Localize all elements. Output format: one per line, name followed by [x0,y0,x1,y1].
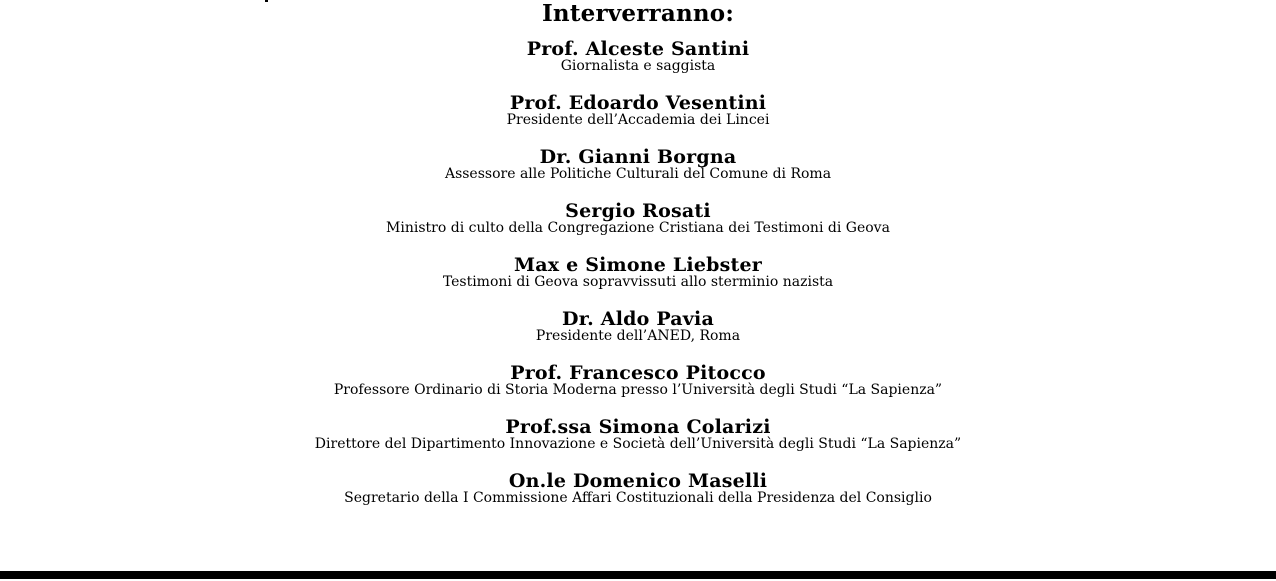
speaker-name: On.le Domenico Maselli [508,470,768,492]
speaker-name: Max e Simone Liebster [514,254,762,276]
speaker-role: Assessore alle Politiche Culturali del Comune di Roma [444,166,832,182]
speaker-role: Presidente dell’Accademia dei Lincei [506,112,770,128]
speaker-entry [0,307,1276,361]
speaker-name: Prof. Francesco Pitocco [510,362,766,384]
speaker-name: Dr. Gianni Borgna [539,146,737,168]
speaker-name: Dr. Aldo Pavia [562,308,714,330]
bottom-divider [0,571,1276,579]
speaker-name: Sergio Rosati [565,200,711,222]
speaker-name: Prof.ssa Simona Colarizi [505,416,771,438]
speaker-name: Prof. Edoardo Vesentini [509,92,767,114]
speaker-entry [0,253,1276,307]
speaker-entry [0,91,1276,145]
speaker-entry [0,37,1276,91]
speaker-role: Giornalista e saggista [560,58,716,74]
speaker-entry [0,415,1276,469]
speaker-role: Segretario della I Commissione Affari Costituzionali della Presidenza del Consiglio [344,490,932,506]
speaker-role: Ministro di culto della Congregazione Cristiana dei Testimoni di Geova [386,220,890,236]
speaker-role: Presidente dell’ANED, Roma [535,328,741,344]
speaker-entry [0,361,1276,415]
speakers-list [0,37,1276,523]
speaker-role: Professore Ordinario di Storia Moderna presso l’Università degli Studi “La Sapienza” [333,382,943,398]
speaker-entry [0,199,1276,253]
speaker-name: Prof. Alceste Santini [526,38,750,60]
speaker-role: Testimoni di Geova sopravvissuti allo sterminio nazista [442,274,834,290]
speaker-entry [0,145,1276,199]
speaker-role: Direttore del Dipartimento Innovazione e Società dell’Università degli Studi “La Sapienza” [314,436,962,452]
speaker-entry [0,469,1276,523]
speakers-heading: Interverranno: [541,0,735,27]
